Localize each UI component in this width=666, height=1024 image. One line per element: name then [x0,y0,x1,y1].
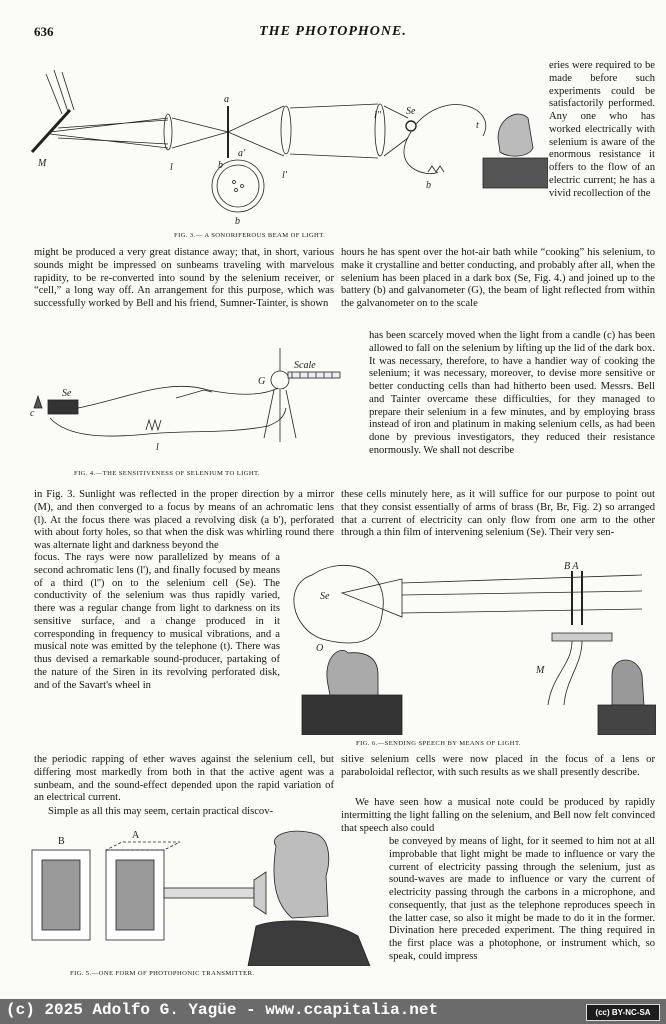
fig3-label-se: Se [406,106,416,117]
text-left-5: Simple as all this may seem, certain practical discov- [48,806,274,817]
text-left-3: focus. The rays were now parallelized by means of a second achromatic lens (l'), and finally focused by means of a third (l'') on to the selenium cell (Se). The conductivity of the selenium was thus rapidly varied, there was a regular change from light to darkness on its sensitive surface, and a change produced in it corresponding in frequency to musical vibrations, and a musical note was emitted by the telephone (t). There was thus devised a remarkable sound-producer, partaking of the nature of the Siren in its revolving perforated disk, and of the Savart's wheel in [34,552,280,691]
fig6-label-ba: B A [564,561,579,572]
fig6-label-o: O [316,643,324,654]
figure-5-illustration [28,826,386,966]
fig4-label-l: l [156,442,159,453]
fig4-label-se: Se [62,388,72,399]
fig3-label-m: M [38,158,47,169]
text-right-5a: We have seen how a musical note could be produced by rapidly intermitting the light falling on the selenium, and Bell now felt convinced that speech also could [341,797,655,834]
fig3-label-a: a [224,94,229,105]
fig4-label-scale: Scale [294,360,316,371]
fig3-label-l1: l' [282,170,287,181]
text-left-2: in Fig. 3. Sunlight was reflected in the proper direction by a mirror (M), and then converged to a focus by means of an achromatic lens (l). At the focus there was placed a revolving disk (a b'), perforated with about forty holes, so that when the disk was whirling round there was alternate light and darkness beyond the [34,489,334,551]
text-right-4: sitive selenium cells were now placed in the focus of a lens or paraboloidal reflector, with such results as we shall presently describe. [341,754,655,778]
fig6-label-se: Se [320,591,330,602]
fig5-label-a: A [132,830,140,841]
text-left-4: the periodic rapping of ether waves against the selenium cell, but differing most markedly from both in that the active agent was a sunbeam, and the sound-effect depended upon the rapid variation of an electrical current. [34,754,334,804]
figure-6-caption: FIG. 6.—SENDING SPEECH BY MEANS OF LIGHT. [356,740,521,747]
fig4-label-c: c [30,408,35,419]
figure-5-caption: FIG. 5.—ONE FORM OF PHOTOPHONIC TRANSMITTER. [70,970,255,977]
fig3-label-a2: a' [238,148,246,159]
fig6-label-m: M [536,665,545,676]
fig3-label-b: b [218,160,223,171]
figure-4-illustration [28,338,344,462]
fig3-label-l: l [170,162,173,173]
fig4-label-g: G [258,376,266,387]
figure-3-caption: FIG. 3.— A SONORIFEROUS BEAM OF LIGHT. [174,232,326,239]
fig3-label-b2: b [426,180,431,191]
text-right-1: hours he has spent over the hot-air bath while “cooking” his selenium, to make it crystalline and better conducting, and probably after all, when the selenium has been placed in a dark box (Se, Fig. 4.) and joined up to the battery (b) and galvanometer (G), the beam of light reflected from within the galvanometer on to the scale [341,247,655,309]
footer-credit: (c) 2025 Adolfo G. Yagüe - www.ccapitalia.net [6,1001,439,1019]
fig3-label-b3: b [235,216,240,227]
fig3-label-t: t [476,120,479,131]
figure-3-illustration [28,48,548,238]
text-right-3: these cells minutely here, as it will suffice for our purpose to point out that they consist essentially of arms of brass (Br, Br, Fig. 2) so arranged that a current of electricity can only flow from one arm to the other through a thin film of intervening selenium (Se). Their very sen- [341,489,655,539]
page-number: 636 [34,24,54,39]
fig3-label-l2: l'' [374,110,382,121]
text-right-top: eries were required to be made before such experiments could be satisfactorily performed. Any one who has worked electrically with selenium is aware of the enormous resistance it offers to the flow of an electric current; he has a vivid recollection of the [549,60,655,199]
text-right-2: has been scarcely moved when the light from a candle (c) has been allowed to fall on the selenium by lifting up the lid of the dark box. It was necessary, therefore, to have a handier way of cooking the selenium; it was necessary, moreover, to devise more sensitive or better conducting cells than had hitherto been used. Messrs. Bell and Tainter overcame these difficulties, for they managed to prepare their selenium in a few minutes, and by employing brass instead of iron and platinum in making selenium cells, as had been done by previous investigators, they reduced their resistance enormously. We shall not describe [369,330,655,456]
figure-6-illustration [282,555,656,735]
fig5-label-b: B [58,836,65,847]
text-right-5b: be conveyed by means of light, for it seemed to him not at all improbable that light might be made to influence or vary the current of electricity passing through the selenium, just as sound-waves are made to influence or vary the current of electricity passing through the carbons in a microphone, and consequently, that just as the telephone reproduces speech in the latter case, so also it might be made to do it in the former. Divination here preceded experiment. The thing required in the first place was a photophone, or instrument which, so speak, could impress [389,836,655,962]
license-badge[interactable]: (cc) BY-NC-SA [586,1004,660,1021]
text-left-1: might be produced a very great distance away; that, in short, various sounds might be impressed on sunbeams traveling with marvelous rapidity, to be re-converted into sound by the selenium receiver, or “cell,” a long way off. An arrangement for this purpose, which was successfully worked by Bell and his friend, Sumner-Tainter, is shown [34,247,334,309]
running-title: THE PHOTOPHONE. [259,24,407,39]
figure-4-caption: FIG. 4.—THE SENSITIVENESS OF SELENIUM TO LIGHT. [74,470,261,477]
